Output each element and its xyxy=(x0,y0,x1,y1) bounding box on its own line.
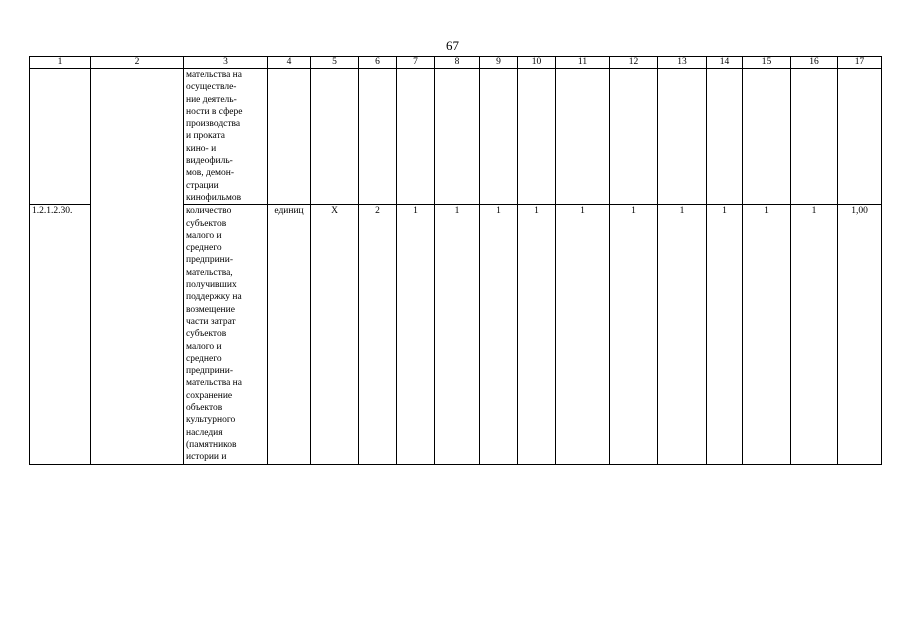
page-number: 67 xyxy=(446,38,459,53)
indicator-name-line: истории и xyxy=(186,452,227,463)
indicator-name-line: предприни- xyxy=(186,366,234,377)
indicator-name-line: кино- и xyxy=(186,143,217,154)
indicator-name-line: получивших xyxy=(186,280,237,291)
row-code: 1.2.1.2.30. xyxy=(30,205,91,464)
column-number: 3 xyxy=(184,57,268,69)
indicator-name-line: малого и xyxy=(186,341,222,352)
value-cell: 1 xyxy=(743,205,791,464)
indicator-name-line: мательства на xyxy=(186,378,242,389)
value-cell: 1 xyxy=(435,205,480,464)
column-number: 7 xyxy=(397,57,435,69)
unit-cell xyxy=(268,69,311,205)
value-cell: 2 xyxy=(359,205,397,464)
value-cell xyxy=(658,69,707,205)
value-cell: 1 xyxy=(518,205,556,464)
column-number: 15 xyxy=(743,57,791,69)
indicator-name-line: мательства на xyxy=(186,70,242,80)
value-cell: 1 xyxy=(610,205,658,464)
value-cell: 1 xyxy=(707,205,743,464)
indicator-name-line: малого и xyxy=(186,230,222,241)
indicator-name-line: осуществле- xyxy=(186,82,237,93)
value-cell xyxy=(359,69,397,205)
value-cell: 1,00 xyxy=(838,205,882,464)
indicator-name-line: объектов xyxy=(186,403,223,414)
column-number: 14 xyxy=(707,57,743,69)
indicator-name xyxy=(184,205,268,464)
value-cell xyxy=(480,69,518,205)
column-number: 8 xyxy=(435,57,480,69)
indicator-name-line: поддержку на xyxy=(186,292,242,303)
indicator-name-line: предприни- xyxy=(186,255,234,266)
indicator-name-line: производства xyxy=(186,119,241,130)
column-number: 1 xyxy=(30,57,91,69)
value-cell: 1 xyxy=(556,205,610,464)
indicator-name-line: кинофильмов xyxy=(186,192,242,203)
indicator-name-line: количество xyxy=(186,206,232,217)
indicator-name-line: субъектов xyxy=(186,218,227,229)
column-number: 12 xyxy=(610,57,658,69)
column-number: 10 xyxy=(518,57,556,69)
value-cell xyxy=(556,69,610,205)
indicator-name-line: среднего xyxy=(186,243,222,254)
column-number: 13 xyxy=(658,57,707,69)
value-cell xyxy=(743,69,791,205)
indicator-name-line: страции xyxy=(186,180,219,191)
indicator-name-line: культурного xyxy=(186,415,236,426)
value-cell: X xyxy=(311,205,359,464)
indicator-name-line: (памятников xyxy=(186,439,237,450)
value-cell xyxy=(311,69,359,205)
indicator-name-line: мов, демон- xyxy=(186,168,235,179)
value-cell xyxy=(791,69,838,205)
row-code xyxy=(30,69,91,205)
indicator-name-line: мательства, xyxy=(186,267,233,278)
unit-cell: единиц xyxy=(268,205,311,464)
column-number: 6 xyxy=(359,57,397,69)
column-number-row xyxy=(30,57,882,69)
indicator-name-line: возмещение xyxy=(186,304,235,315)
indicator-name-line: части затрат xyxy=(186,316,236,327)
indicator-name-line: видеофиль- xyxy=(186,156,233,167)
value-cell: 1 xyxy=(480,205,518,464)
program-element-cell xyxy=(91,69,184,465)
value-cell xyxy=(397,69,435,205)
column-number: 17 xyxy=(838,57,882,69)
value-cell xyxy=(518,69,556,205)
column-number: 4 xyxy=(268,57,311,69)
indicator-name-line: сохранение xyxy=(186,390,233,401)
indicator-name-line: среднего xyxy=(186,353,222,364)
value-cell xyxy=(610,69,658,205)
column-number: 9 xyxy=(480,57,518,69)
value-cell xyxy=(838,69,882,205)
value-cell xyxy=(707,69,743,205)
table-row xyxy=(30,69,882,205)
indicator-name-line: ние деятель- xyxy=(186,94,237,105)
value-cell: 1 xyxy=(791,205,838,464)
indicator-table xyxy=(29,56,882,465)
indicator-name-line: и проката xyxy=(186,131,225,142)
column-number: 5 xyxy=(311,57,359,69)
column-number: 16 xyxy=(791,57,838,69)
column-number: 2 xyxy=(91,57,184,69)
value-cell: 1 xyxy=(658,205,707,464)
column-number: 11 xyxy=(556,57,610,69)
value-cell xyxy=(435,69,480,205)
indicator-name-line: ности в сфере xyxy=(186,106,243,117)
value-cell: 1 xyxy=(397,205,435,464)
indicator-name-line: наследия xyxy=(186,427,223,438)
indicator-name-line: субъектов xyxy=(186,329,227,340)
indicator-name xyxy=(184,69,268,205)
